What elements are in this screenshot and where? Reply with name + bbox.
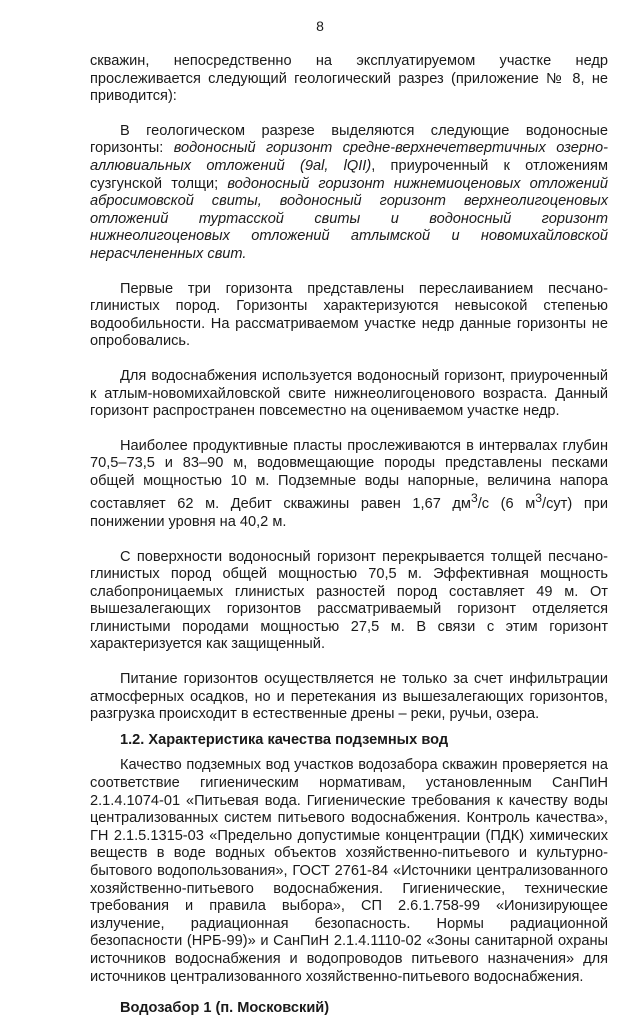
paragraph-quality-standards: Качество подземных вод участков водозабора скважин проверяется на соответствие гигиеническим нормативам, установленным СанПиН 2.1.4.1074-01 «Питьевая вода. Гигиенические требования к качеству воды централизованных систем питьевого водоснабжения. Контроль качества», ГН 2.1.5.1315-03 «Предельно допустимые концентрации (ПДК) химических веществ в воде водных объектов хозяйственно-питьевого и культурно-бытового водопользования», ГОСТ 2761-84 «Источники централизованного хозяйственно-питьевого водоснабжения. Гигиенические, технические требования и правила выбора», СП 2.6.1.758-99 «Ионизирующее излучение, радиационная безопасность. Нормы радиационной безопасности (НРБ-99)» и СанПиН 2.1.4.1110-02 «Зоны санитарной охраны источников водоснабжения и водопроводов питьевого назначения» для источников централизованного хозяйственно-питьевого водоснабжения. — [90, 757, 608, 985]
productive-layers-text-c: /сут) при понижении уровня на 40,2 м. — [90, 496, 608, 530]
paragraph-first-three-horizons: Первые три горизонта представлены переслаиванием песчано-глинистых пород. Горизонты характеризуются невысокой степенью водообильности. На рассматриваемом участке недр данные горизонты не опробовались. — [90, 280, 608, 350]
paragraph-horizon-protection: С поверхности водоносный горизонт перекрывается толщей песчано-глинистых пород общей мощностью 70,5 м. Эффективная мощность слабопроницаемых глинистых разностей пород составляет 49 м. От вышезалегающих горизонтов рассматриваемый горизонт отделяется глинистыми породами мощностью 27,5 м. В связи с этим горизонт характеризуется как защищенный. — [90, 548, 608, 653]
cubic-superscript-2: 3 — [535, 491, 543, 506]
paragraph-water-supply-horizon: Для водоснабжения используется водоносный горизонт, приуроченный к атлым-новомихайловской свите нижнеолигоценового возраста. Данный горизонт распространен повсеместно на оцениваемом участке недр. — [90, 367, 608, 420]
paragraph-productive-layers — [90, 438, 608, 532]
aquifer-suzgun-text: , приуроченный к отложениям сузгунской толщи; — [90, 157, 608, 192]
paragraph-aquifer-horizons — [90, 123, 608, 264]
page-number: 8 — [316, 18, 324, 34]
section-heading-water-quality: 1.2. Характеристика качества подземных вод — [120, 731, 449, 748]
productive-layers-text-a: Наиболее продуктивные пласты прослеживаются в интервалах глубин 70,5–73,5 и 83–90 м, водовмещающие породы представлены песками общей мощностью 10 м. Подземные воды напорные, величина напора составляет 62 м. Дебит скважины равен 1,67 дм — [90, 437, 608, 513]
aquifer-list-italic: водоносный горизонт нижнемиоценовых отложений абросимовской свиты, водоносный горизонт верхнеолигоценовых отложений туртасской свиты и водоносный горизонт нижнеолигоценовых отложений атлымской и новомихайловской нерасчлененных свит. — [90, 175, 609, 262]
productive-layers-text-b: /с (6 м — [477, 496, 536, 513]
page-body — [90, 53, 608, 1018]
paragraph-geologic-section-intro: скважин, непосредственно на эксплуатируемом участке недр прослеживается следующий геологический разрез (приложение № 8, не приводится): — [90, 53, 608, 105]
aquifer-quaternary-italic: водоносный горизонт средне-верхнечетвертичных озерно-аллювиальных отложений (9al, lQII) — [90, 140, 609, 174]
aquifers-intro-text: В геологическом разрезе выделяются следующие водоносные горизонты: — [90, 122, 608, 157]
subheading-intake-1: Водозабор 1 (п. Московский) — [120, 1000, 330, 1017]
paragraph-recharge-discharge: Питание горизонтов осуществляется не только за счет инфильтрации атмосферных осадков, но и перетекания из вышезалегающих горизонтов, разгрузка происходит в естественные дрены – реки, ручьи, озера. — [90, 671, 608, 723]
cubic-superscript-1: 3 — [470, 491, 478, 506]
